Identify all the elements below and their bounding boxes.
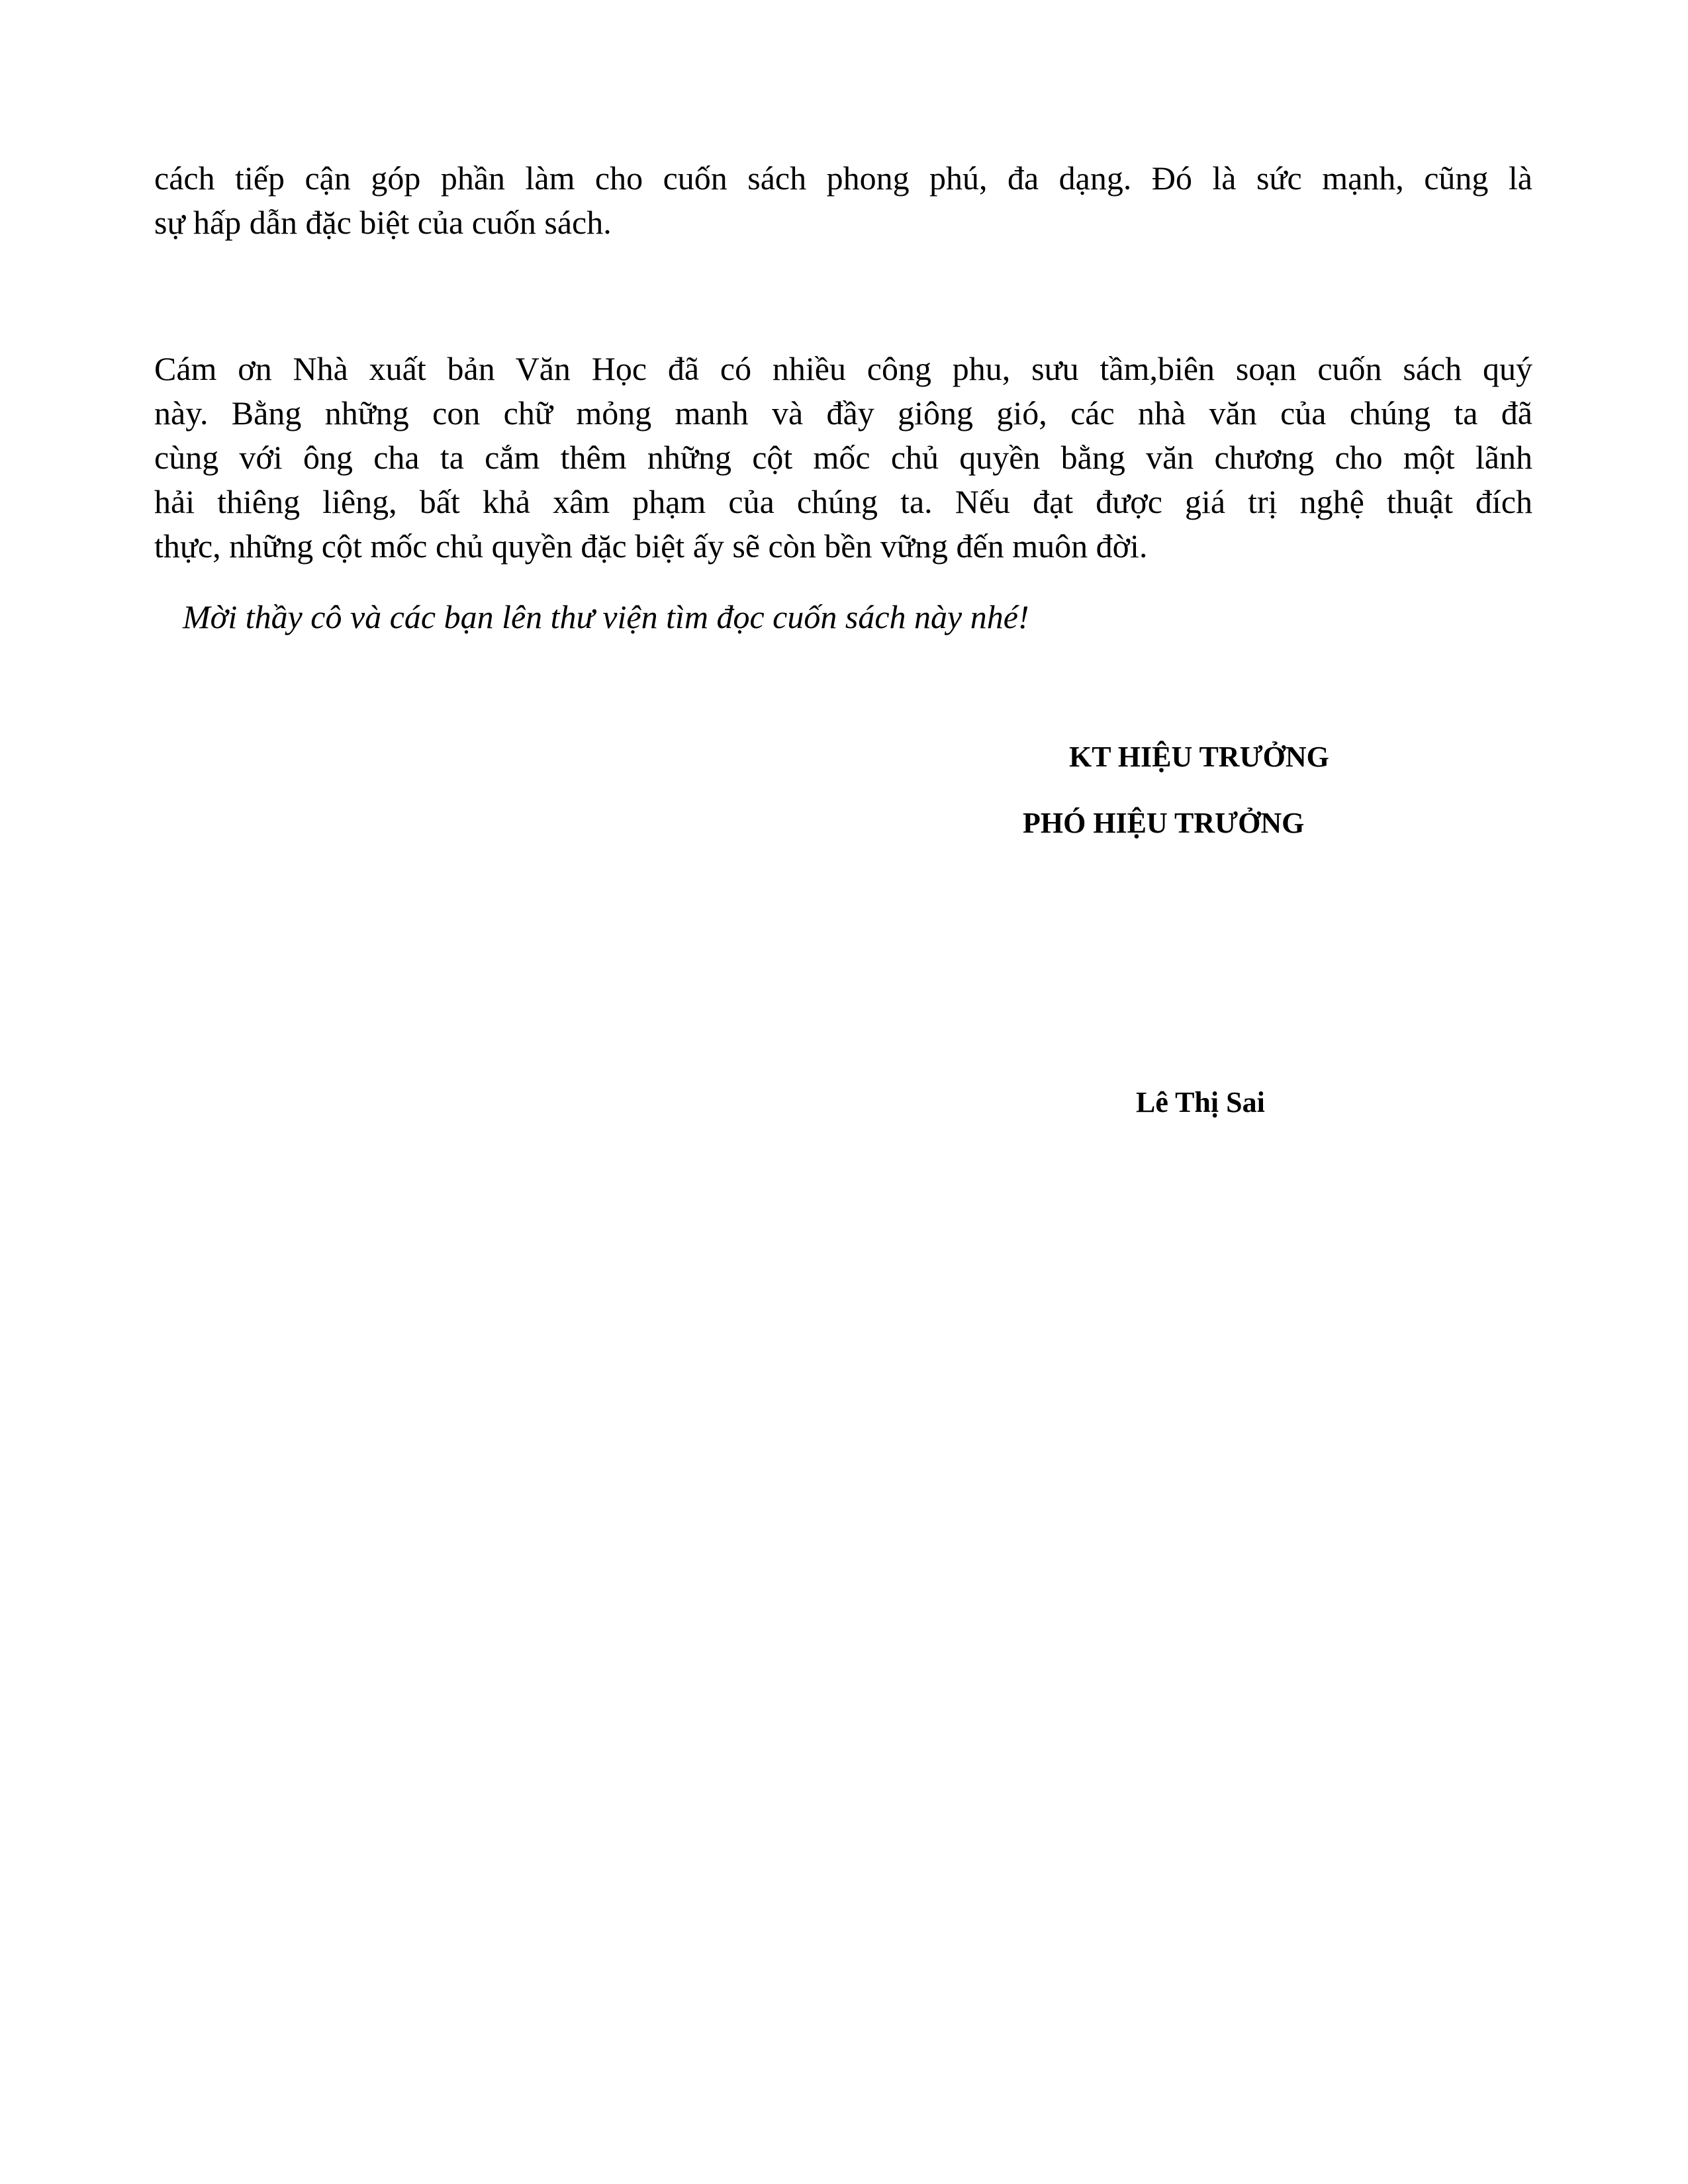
paragraph-thanks-publisher <box>154 347 1532 569</box>
paragraph-line: sự hấp dẫn đặc biệt của cuốn sách. <box>154 204 612 241</box>
paragraph-line: cùng với ông cha ta cắm thêm những cột mốc chủ quyền bằng văn chương cho một lãnh <box>154 439 1532 476</box>
signature-title-vice-principal: PHÓ HIỆU TRƯỞNG <box>1023 807 1305 839</box>
library-invitation: Mời thầy cô và các bạn lên thư viện tìm đọc cuốn sách này nhé! <box>183 598 1029 635</box>
signature-name: Lê Thị Sai <box>1136 1086 1265 1118</box>
paragraph-book-approach <box>154 156 1532 245</box>
paragraph-line: hải thiêng liêng, bất khả xâm phạm của chúng ta. Nếu đạt được giá trị nghệ thuật đích <box>154 483 1532 520</box>
signature-title-acting-principal: KT HIỆU TRƯỞNG <box>1069 741 1329 773</box>
paragraph-line: Cám ơn Nhà xuất bản Văn Học đã có nhiều công phu, sưu tầm,biên soạn cuốn sách quý <box>154 350 1532 387</box>
paragraph-line: cách tiếp cận góp phần làm cho cuốn sách phong phú, đa dạng. Đó là sức mạnh, cũng là <box>154 159 1532 197</box>
paragraph-line: thực, những cột mốc chủ quyền đặc biệt ấy sẽ còn bền vững đến muôn đời. <box>154 527 1148 565</box>
paragraph-line: này. Bằng những con chữ mỏng manh và đầy giông gió, các nhà văn của chúng ta đã <box>154 394 1532 432</box>
